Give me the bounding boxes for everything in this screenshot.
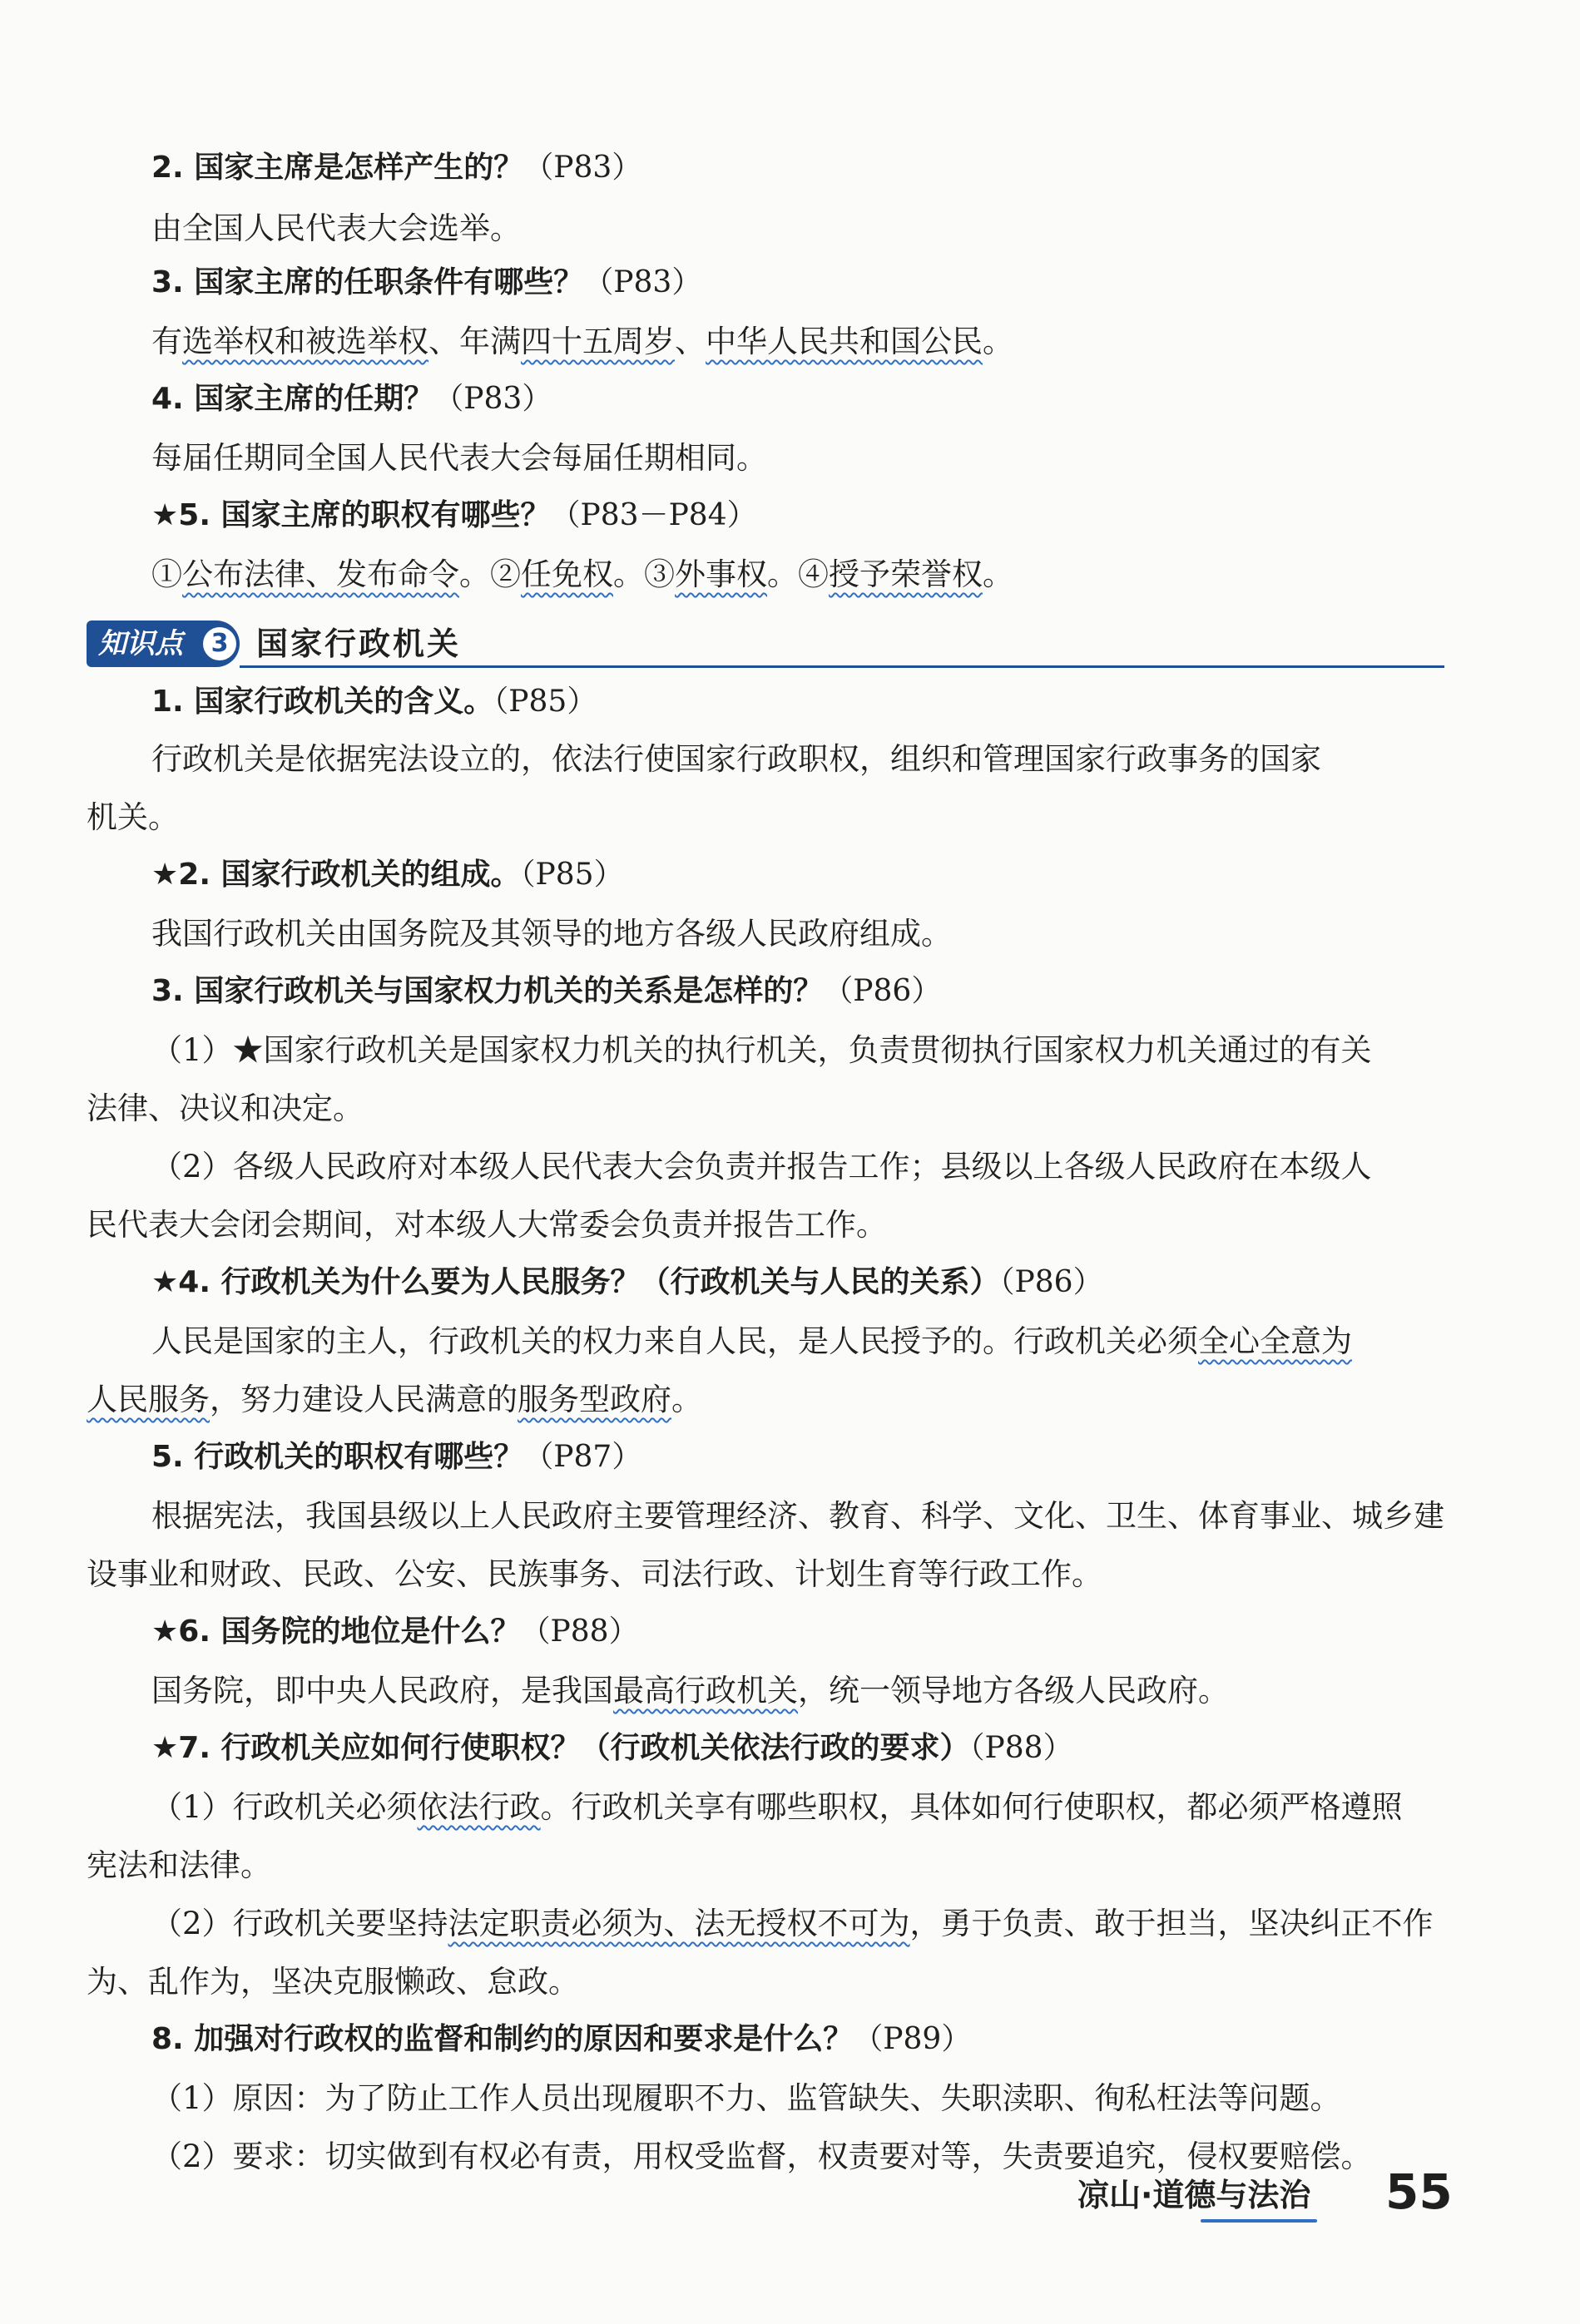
knowledge-point-banner [87, 621, 1444, 672]
section-question-6: ★6. 国务院的地位是什么？（P88） [151, 1614, 639, 1649]
knowledge-point-number: 3 [203, 627, 236, 660]
footer-label: 凉山·道德与法治 [1077, 2177, 1311, 2213]
section-answer-7-1-line-1: （1）行政机关必须依法行政。行政机关享有哪些职权，具体如何行使职权，都必须严格遵照 [151, 1789, 1403, 1825]
section-answer-3-1-line-1: （1）★国家行政机关是国家权力机关的执行机关，负责贯彻执行国家权力机关通过的有关 [151, 1032, 1372, 1068]
question-4: 4. 国家主席的任期？（P83） [151, 382, 552, 416]
section-answer-1-line-2: 机关。 [87, 799, 179, 835]
section-question-4: ★4. 行政机关为什么要为人民服务？（行政机关与人民的关系）（P86） [151, 1265, 1103, 1299]
key-term: 依法行政 [417, 1789, 541, 1825]
question-5: ★5. 国家主席的职权有哪些？（P83－P84） [151, 498, 757, 532]
answer-2: 由全国人民代表大会选举。 [151, 210, 521, 246]
key-term: 任免权 [521, 556, 613, 592]
question-2: 2. 国家主席是怎样产生的？（P83） [151, 151, 642, 185]
footer-accent-line [1201, 2219, 1317, 2223]
section-answer-7-1-line-2: 宪法和法律。 [87, 1847, 271, 1883]
section-answer-1-line-1: 行政机关是依据宪法设立的，依法行使国家行政职权，组织和管理国家行政事务的国家 [151, 741, 1321, 777]
section-answer-4-line-1: 人民是国家的主人，行政机关的权力来自人民，是人民授予的。行政机关必须全心全意为 [151, 1323, 1352, 1359]
section-answer-7-2-line-1: （2）行政机关要坚持法定职责必须为、法无授权不可为，勇于负责、敢于担当，坚决纠正不作 [151, 1906, 1434, 1941]
key-term: 法定职责必须为、法无授权不可为 [448, 1906, 910, 1941]
section-question-7: ★7. 行政机关应如何行使职权？（行政机关依法行政的要求）（P88） [151, 1731, 1073, 1765]
section-answer-4-line-2: 人民服务，努力建设人民满意的服务型政府。 [87, 1382, 702, 1417]
section-question-2: ★2. 国家行政机关的组成。（P85） [151, 858, 624, 892]
section-answer-8-2: （2）要求：切实做到有权必有责，用权受监督，权责要对等，失责要追究，侵权要赔偿。 [151, 2139, 1372, 2174]
key-term: 公布法律、发布命令 [182, 556, 459, 592]
knowledge-point-title: 国家行政机关 [256, 626, 462, 662]
section-answer-7-2-line-2: 为、乱作为，坚决克服懒政、怠政。 [87, 1964, 579, 2000]
key-term: 人民服务 [87, 1382, 210, 1417]
key-term: 外事权 [675, 556, 767, 592]
key-term: 全心全意为 [1198, 1323, 1352, 1359]
key-term: 四十五周岁 [521, 324, 675, 359]
key-term: 授予荣誉权 [829, 556, 983, 592]
section-question-8: 8. 加强对行政权的监督和制约的原因和要求是什么？（P89） [151, 2022, 972, 2056]
answer-3: 有选举权和被选举权、年满四十五周岁、中华人民共和国公民。 [151, 324, 1013, 359]
page-number: 55 [1385, 2163, 1453, 2220]
answer-4: 每届任期同全国人民代表大会每届任期相同。 [151, 440, 767, 476]
section-answer-3-2-line-2: 民代表大会闭会期间，对本级人大常委会负责并报告工作。 [87, 1207, 887, 1243]
section-answer-2: 我国行政机关由国务院及其领导的地方各级人民政府组成。 [151, 916, 952, 952]
answer-5: ①公布法律、发布命令。②任免权。③外事权。④授予荣誉权。 [151, 556, 1013, 592]
section-answer-3-1-line-2: 法律、决议和决定。 [87, 1090, 364, 1126]
section-answer-3-2-line-1: （2）各级人民政府对本级人民代表大会负责并报告工作；县级以上各级人民政府在本级人 [151, 1149, 1372, 1184]
section-answer-5-line-2: 设事业和财政、民政、公安、民族事务、司法行政、计划生育等行政工作。 [87, 1556, 1102, 1592]
key-term: 选举权和被选举权 [182, 324, 428, 359]
section-answer-6: 国务院，即中央人民政府，是我国最高行政机关，统一领导地方各级人民政府。 [151, 1673, 1229, 1708]
banner-divider [240, 665, 1444, 668]
question-3: 3. 国家主席的任职条件有哪些？（P83） [151, 265, 702, 299]
section-question-3: 3. 国家行政机关与国家权力机关的关系是怎样的？（P86） [151, 974, 942, 1008]
section-question-5: 5. 行政机关的职权有哪些？（P87） [151, 1440, 642, 1474]
key-term: 中华人民共和国公民 [706, 324, 983, 359]
section-answer-8-1: （1）原因：为了防止工作人员出现履职不力、监管缺失、失职渎职、徇私枉法等问题。 [151, 2080, 1341, 2116]
section-question-1: 1. 国家行政机关的含义。（P85） [151, 685, 597, 719]
section-answer-5-line-1: 根据宪法，我国县级以上人民政府主要管理经济、教育、科学、文化、卫生、体育事业、城乡建 [151, 1498, 1444, 1534]
key-term: 服务型政府 [518, 1382, 671, 1417]
key-term: 最高行政机关 [613, 1673, 798, 1708]
knowledge-point-badge: 知识点 3 [87, 621, 240, 667]
